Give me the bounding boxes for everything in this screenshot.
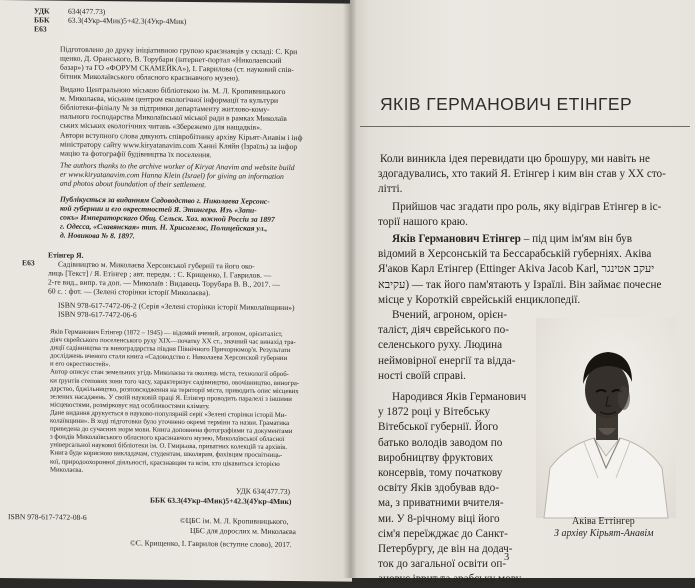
photo-credit: З архіву Кірьят-Анавім [554, 528, 654, 539]
isbn-series: ISBN 978-617-7472-06-2 (Серія «Зелені сторінки історії Миколаївщини») [58, 300, 295, 313]
text-line: ток до загальної освіти оп- [378, 558, 507, 571]
text-line: עקיבא) — так його пам'ятають у Ізраїлі. Він займає почесне [378, 278, 662, 291]
photo-caption: Аківа Еттінгер [572, 516, 635, 527]
text-line: з фондів Миколаївського обласного краєзнавчого музею, Миколаївської обласної [50, 433, 285, 444]
footer-bbk: ББК 63.3(4Укр-4Мик)5+42.3(4Укр-4Мик) [150, 495, 292, 507]
text-line: Етінгер Я. [48, 250, 84, 260]
text-line: міністратору сайту www.kiryatanavim.com Ханні Кляйн (Ізраїль) за інфор [60, 139, 298, 152]
text-line: Підготовлено до друку ініціативною групою краєзнавців у складі: С. Кри [60, 44, 298, 57]
text-line: нального господарства Миколаївської міської ради в рамках Миколаїв [60, 111, 287, 124]
shelf-code-2: Е63 [22, 258, 35, 268]
text-line: er www.kiryatanavim.com Hanna Klein (Israel) for giving an information [60, 169, 284, 181]
text-line: Миколаєва. [50, 466, 84, 474]
text-line: кой губернии и его окрестностей Я. Этингера. Изъ «Запи- [60, 203, 257, 215]
text-line: торії нашого краю. [378, 216, 468, 229]
person-name: Яків Германович Етінгер [392, 233, 521, 245]
text-line: The authors thanks to the archive worker of Kiryat Anavim and website build [60, 160, 295, 173]
text-line: Видано Центральною міською бібліотекою ім. М. Л. Кропивницького [60, 84, 286, 96]
text-line: Яків Германович Етінгер (1872 – 1945) — відомий вчений, агроном, орієнталіст, [50, 328, 283, 338]
text-line: г. Одесса, «Славянская» тип. Н. Хрисогелос, Полицейская ул., [60, 221, 268, 233]
text-line: здогадувались, хто такий Я. Етінгер і ким він став у XX сто- [378, 168, 666, 181]
text-line: місце у Короткій єврейській енциклопедії. [378, 293, 581, 306]
text-line: приведена до сучасних норм мови. Книга доповнена фотографіями та документами [50, 425, 293, 436]
text-line: у 1872 році у Вітебську [378, 406, 491, 419]
text-line: д. Новикова № 8. 1897. [60, 230, 135, 241]
text-line: Прийшов час згадати про роль, яку відіграв Етінгер в іс- [392, 201, 662, 213]
publication-source [60, 195, 275, 242]
text-line: Автор описує стан земельних угідь Миколаєва та околиць міста, технології оброб- [50, 368, 289, 379]
text-line: ми. У 8-річному віці його [378, 512, 500, 525]
text-line: сім'я переїжджає до Санкт- [378, 527, 508, 540]
credits-paragraph [60, 45, 297, 83]
text-line: and photos about foundation of their settlement. [60, 178, 207, 190]
text-line: щенко, Д. Оранського, В. Торубари (інтернет-портал «Николаевский [60, 53, 282, 65]
text-line: місцевостями, розмірковує над особливостями клімату. [50, 401, 210, 411]
paragraph-4 [378, 308, 515, 384]
text-line: ановує іврит та арабську мову. [378, 573, 523, 586]
bbk-label: ББК [34, 15, 50, 25]
text-line: ності своїй справі. [378, 369, 466, 382]
isbn-book: ISBN 978-617-7472-06-6 [58, 309, 137, 320]
text-line: Книга буде корисною викладачам, студентам, школярам, фахівцям просвітниць- [50, 449, 283, 460]
footer-copyright-3: ©С. Крищенко, І. Гаврилов (вступне слово), 2017. [130, 538, 292, 550]
right-page [350, 0, 695, 586]
title-divider [360, 126, 690, 127]
paragraph-1 [378, 152, 666, 198]
text-line: Коли виникла ідея перевидати цю брошуру, ми навіть не [380, 153, 650, 165]
text-line: диції садівництва та виноградарства півдня Північного Причорномор'я. Результати [50, 344, 291, 355]
text-line: базар») та ГО «ФОРУМ СКАМЕЙКА»), І. Гаврилова (ст. науковий спів- [60, 62, 294, 75]
text-line: м. Миколаєва, міським центром екологічної інформації та культури [60, 93, 279, 105]
udk-label: УДК [34, 6, 50, 16]
paragraph-2 [378, 200, 661, 230]
udk-value: 634(477.73) [68, 6, 106, 17]
text-line: Петербургу, де він на додач- [378, 543, 513, 556]
text-line: бітник Миколаївського обласного краєзнавчого музею). [60, 71, 240, 83]
text-line: ма, з приватними вчителя- [378, 497, 504, 510]
text-line: дарство, бджільництво, розповсюдження на території міста, приводить опис місцевих [50, 385, 299, 395]
page-number: 3 [504, 552, 510, 563]
portrait-illustration [536, 318, 676, 518]
text-line: бібліотеки-філіалу № за підтримки департаменту житлово-кому- [60, 102, 270, 114]
text-line: ки ґрунтів степових зони того часу, характеризує садівництво, овочівництво, виногра- [50, 377, 300, 387]
chapter-title: ЯКІВ ГЕРМАНОВИЧ ЕТІНГЕР [380, 94, 633, 114]
text-line: Народився Яків Германович [392, 391, 527, 403]
footer-udk: УДК 634(477.73) [236, 486, 291, 497]
bbk-value: 63.3(4Укр-4Мик)5+42.3(4Укр-4Мик) [68, 15, 187, 26]
footer-isbn: ISBN 978-617-7472-08-6 [8, 512, 87, 522]
paragraph-3 [378, 232, 661, 308]
library-paragraph [60, 85, 287, 132]
footer-copyright-2: ЦБС для дорослих м. Миколаєва [190, 525, 296, 537]
text-line: Вчений, агроном, орієн- [392, 309, 507, 321]
text-line: – під цим ім'ям він був [520, 233, 633, 245]
text-line: мацію та фотографії будівництва їх поселення. [60, 148, 212, 160]
text-line: діяч єврейського поселенського руху XIX—початку XX ст., значний час винахід тра- [50, 336, 296, 347]
text-line: виробництву фруктових [378, 451, 494, 464]
text-line: лиць [Текст] / Я. Етінгер ; авт. передм. : С. Крищенко, І. Гаврилов. — [48, 268, 272, 280]
footer-copyright-1: ©ЦБС ім. М. Л. Кропивницького, [180, 515, 289, 527]
text-line: селенського руху. Людина [378, 339, 503, 352]
portrait-photo [536, 318, 676, 518]
text-line: консервів, тому початкову [378, 467, 503, 480]
text-line: 60 с. : фот. — (Зелені сторінки історії Миколаєва). [48, 286, 211, 298]
text-line: Публікується за виданням Садоводство г. Николаева Херсонс- [60, 194, 270, 206]
shelf-code: Е63 [34, 24, 47, 34]
thanks-english-paragraph [60, 161, 295, 190]
text-line: літті. [378, 183, 403, 196]
catalog-entry [48, 251, 280, 298]
text-line: універсальної наукової бібліотеки ім. О. Гмирьова, приватних колекцій та архівів. [50, 441, 288, 452]
text-line: кої, природоохоронної діяльності, краєзнавцям та всім, хто цікавиться історією [50, 458, 280, 468]
text-line: ських міських екологічних читань «Збережемо для нащадків». [60, 120, 262, 132]
text-line: неймовірної енергії та відда- [378, 354, 516, 367]
text-line: Вітебської губернії. Його [378, 421, 499, 434]
text-line: Дане видання друкується в науково-популярній серії «Зелені сторінки історії Ми- [50, 409, 287, 419]
text-line: досліджень вченого стали книга «Садоводство г. Николаева Херсонской губернии [50, 352, 288, 363]
text-line: батько володів заводом по [378, 436, 503, 449]
text-line: сокъ» Императорскаго Общ. Сельск. Хоз. южной Россіи за 1897 [60, 212, 275, 224]
text-line: Я'аков Карл Етінгер (Ettinger Akiva Jacob Karl, יעקב אטינגר [378, 263, 655, 276]
text-line: зелених насаджень. У своїй науковій праці Я. Етінгер проводить паралелі з іншими [50, 393, 292, 403]
text-line: таліст, діяч єврейського по- [378, 324, 509, 337]
text-line: Автори вступного слова дякують співробітнику архіву Кірьят-Анавім і інф [60, 130, 303, 143]
thanks-paragraph [60, 131, 303, 161]
text-line: 2-ге вид., випр. та доп. — Миколаїв : Видавець Торубара В. В., 2017. — [48, 277, 280, 289]
text-line: колаївщини». В ході підготовки було уточнено окремі терміни та назви. Граматика [50, 417, 290, 428]
book-gutter [343, 0, 357, 578]
text-line: Садівництво м. Миколаєва Херсонської губернії та його око- [58, 259, 255, 271]
annotation [50, 329, 299, 477]
text-line: и его окрестностей». [50, 360, 111, 369]
text-line: відомий в Херсонській та Бессарабській губерніях. Аківа [378, 248, 652, 261]
text-line: освіту Яків здобував вдо- [378, 482, 500, 495]
